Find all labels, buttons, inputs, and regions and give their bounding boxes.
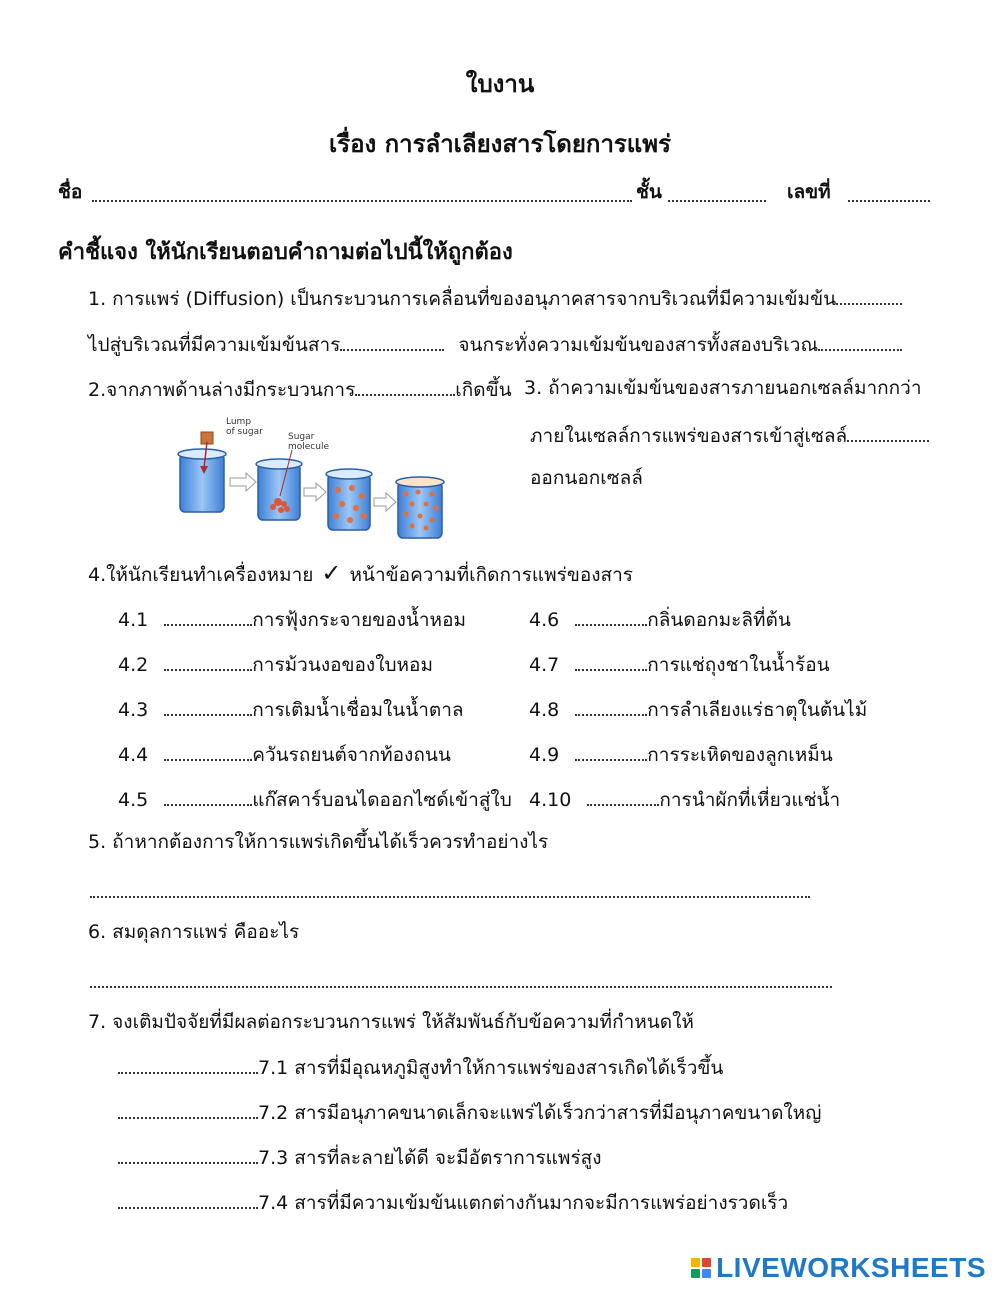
q4-item-num: 4.8 [529,699,560,721]
q4-item-text: การระเหิดของลูกเหม็น [647,744,833,766]
q4-item [118,786,512,812]
q7-question: 7. จงเติมปัจจัยที่มีผลต่อกระบวนการแพร่ ให้สัมพันธ์กับข้อความที่กำหนดให้ [88,1011,694,1033]
q3-line2-text: ภายในเซลล์การแพร่ของสารเข้าสู่เซลล์ [530,425,848,447]
q3-line1: 3. ถ้าความเข้มข้นของสารภายนอกเซลล์มากกว่า [524,377,922,399]
q1-blank2[interactable] [340,331,444,351]
q2-prefix: 2.จากภาพด้านล่างมีกระบวนการ [88,379,356,401]
q7-item [118,1099,821,1125]
q4-prompt-a: 4.ให้นักเรียนทำเครื่องหมาย [88,564,314,586]
q1-line1-text: 1. การแพร่ (Diffusion) เป็นกระบวนการเคลื่อนที่ของอนุภาคสารจากบริเวณที่มีความเข้มข้น [88,288,837,310]
q6-question: 6. สมดุลการแพร่ คืออะไร [88,921,300,943]
q4-item [529,651,830,677]
q4-item-text: การนำผักที่เหี่ยวแช่น้ำ [659,789,841,811]
q2-blank[interactable] [355,376,455,396]
q4-item-num: 4.5 [118,789,149,811]
q4-item-text: การฟุ้งกระจายของน้ำหอม [252,609,467,631]
diffusion-beakers-illustration [170,412,470,542]
beaker-2 [256,450,302,520]
q7-item [118,1189,788,1215]
q4-item-text: การลำเลียงแร่ธาตุในต้นไม้ [647,699,868,721]
q4-check-blank[interactable] [575,606,647,626]
label-sugar: Sugar [288,432,315,442]
q4-check-blank[interactable] [164,741,252,761]
q1-blank3[interactable] [818,331,902,351]
name-label: ชื่อ [58,181,83,203]
q4-check-blank[interactable] [575,651,647,671]
q7-blank[interactable] [118,1054,258,1074]
instructions: คำชี้แจง ให้นักเรียนตอบคำถามต่อไปนี้ให้ถูกต้อง [58,240,513,265]
q4-check-blank[interactable] [164,651,252,671]
q1-blank1[interactable] [836,285,902,305]
logo-grid-icon [691,1258,711,1278]
worksheet-title: ใบงาน [465,70,535,98]
q3-line3: ออกนอกเซลล์ [530,467,643,489]
q4-item-num: 4.2 [118,654,149,676]
beaker-4 [396,477,444,538]
name-field[interactable] [92,182,632,206]
q4-item [118,651,433,677]
q4-item-num: 4.6 [529,609,560,631]
q4-item-text: กลิ่นดอกมะลิที่ต้น [647,609,791,631]
class-field[interactable] [668,182,766,206]
q4-item [529,786,840,812]
q4-item [529,696,867,722]
q4-item [118,741,451,767]
liveworksheets-logo[interactable] [691,1252,986,1284]
class-label: ชั้น [636,181,662,203]
q2-suffix: เกิดขึ้น [455,379,512,401]
q4-check-blank[interactable] [587,786,659,806]
q4-prompt [88,561,633,587]
q7-item-text: 7.3 สารที่ละลายได้ดี จะมีอัตราการแพร่สูง [258,1147,602,1169]
number-label: เลขที่ [787,181,831,203]
q4-check-blank[interactable] [575,696,647,716]
q7-item [118,1054,723,1080]
q7-item-text: 7.4 สารที่มีความเข้มข้นแตกต่างกันมากจะมีการแพร่อย่างรวดเร็ว [258,1192,789,1214]
checkmark-icon: ✓ [321,559,342,587]
q5-question: 5. ถ้าหากต้องการให้การแพร่เกิดขึ้นได้เร็วควรทำอย่างไร [88,831,549,853]
q4-check-blank[interactable] [575,741,647,761]
arrow-3 [374,493,396,511]
q4-item-text: แก๊สคาร์บอนไดออกไซด์เข้าสู่ใบ [252,789,512,811]
q4-item [118,606,466,632]
q7-item-text: 7.1 สารที่มีอุณหภูมิสูงทำให้การแพร่ของสารเกิดได้เร็วขึ้น [258,1057,724,1079]
q4-prompt-b: หน้าข้อความที่เกิดการแพร่ของสาร [349,564,634,586]
label-of-sugar: of sugar [226,427,263,437]
q7-item [118,1144,602,1170]
q2-line [88,376,512,402]
q4-item-text: ควันรถยนต์จากท้องถนน [252,744,451,766]
q4-item-text: การเติมน้ำเชื่อมในน้ำตาล [252,699,464,721]
q4-item-num: 4.9 [529,744,560,766]
q4-item-text: การแช่ถุงชาในน้ำร้อน [647,654,830,676]
q7-blank[interactable] [118,1189,258,1209]
q1-line2a-text: ไปสู่บริเวณที่มีความเข้มข้นสาร [88,334,341,356]
q4-check-blank[interactable] [164,696,252,716]
q1-line2b-text: จนกระทั่งความเข้มข้นของสารทั้งสองบริเวณ [458,334,819,356]
worksheet-subtitle: เรื่อง การลำเลียงสารโดยการแพร่ [329,130,671,158]
q5-answer-line[interactable] [90,878,810,902]
q4-item-num: 4.4 [118,744,149,766]
label-lump: Lump [226,417,252,427]
q3-blank[interactable] [847,422,929,442]
q7-item-text: 7.2 สารมีอนุภาคขนาดเล็กจะแพร่ได้เร็วกว่าสารที่มีอนุภาคขนาดใหญ่ [258,1102,822,1124]
arrow-2 [304,483,326,501]
q1-line1 [88,285,902,311]
arrow-1 [230,473,256,491]
beaker-3 [326,469,372,530]
q4-item-num: 4.3 [118,699,149,721]
q4-item [529,741,833,767]
q4-check-blank[interactable] [164,606,252,626]
q3-line2 [530,422,929,448]
q4-check-blank[interactable] [164,786,252,806]
q1-line2 [88,331,902,357]
number-field[interactable] [848,182,930,206]
q7-blank[interactable] [118,1144,258,1164]
logo-text: LIVEWORKSHEETS [716,1252,986,1283]
label-molecule: molecule [288,442,330,452]
beaker-1 [178,432,226,512]
q4-item-num: 4.7 [529,654,560,676]
q4-item-num: 4.1 [118,609,149,631]
q4-item [118,696,464,722]
q6-answer-line[interactable] [90,968,832,992]
q4-item-text: การม้วนงอของใบหอม [252,654,433,676]
q7-blank[interactable] [118,1099,258,1119]
q4-item [529,606,791,632]
q4-item-num: 4.10 [529,789,572,811]
